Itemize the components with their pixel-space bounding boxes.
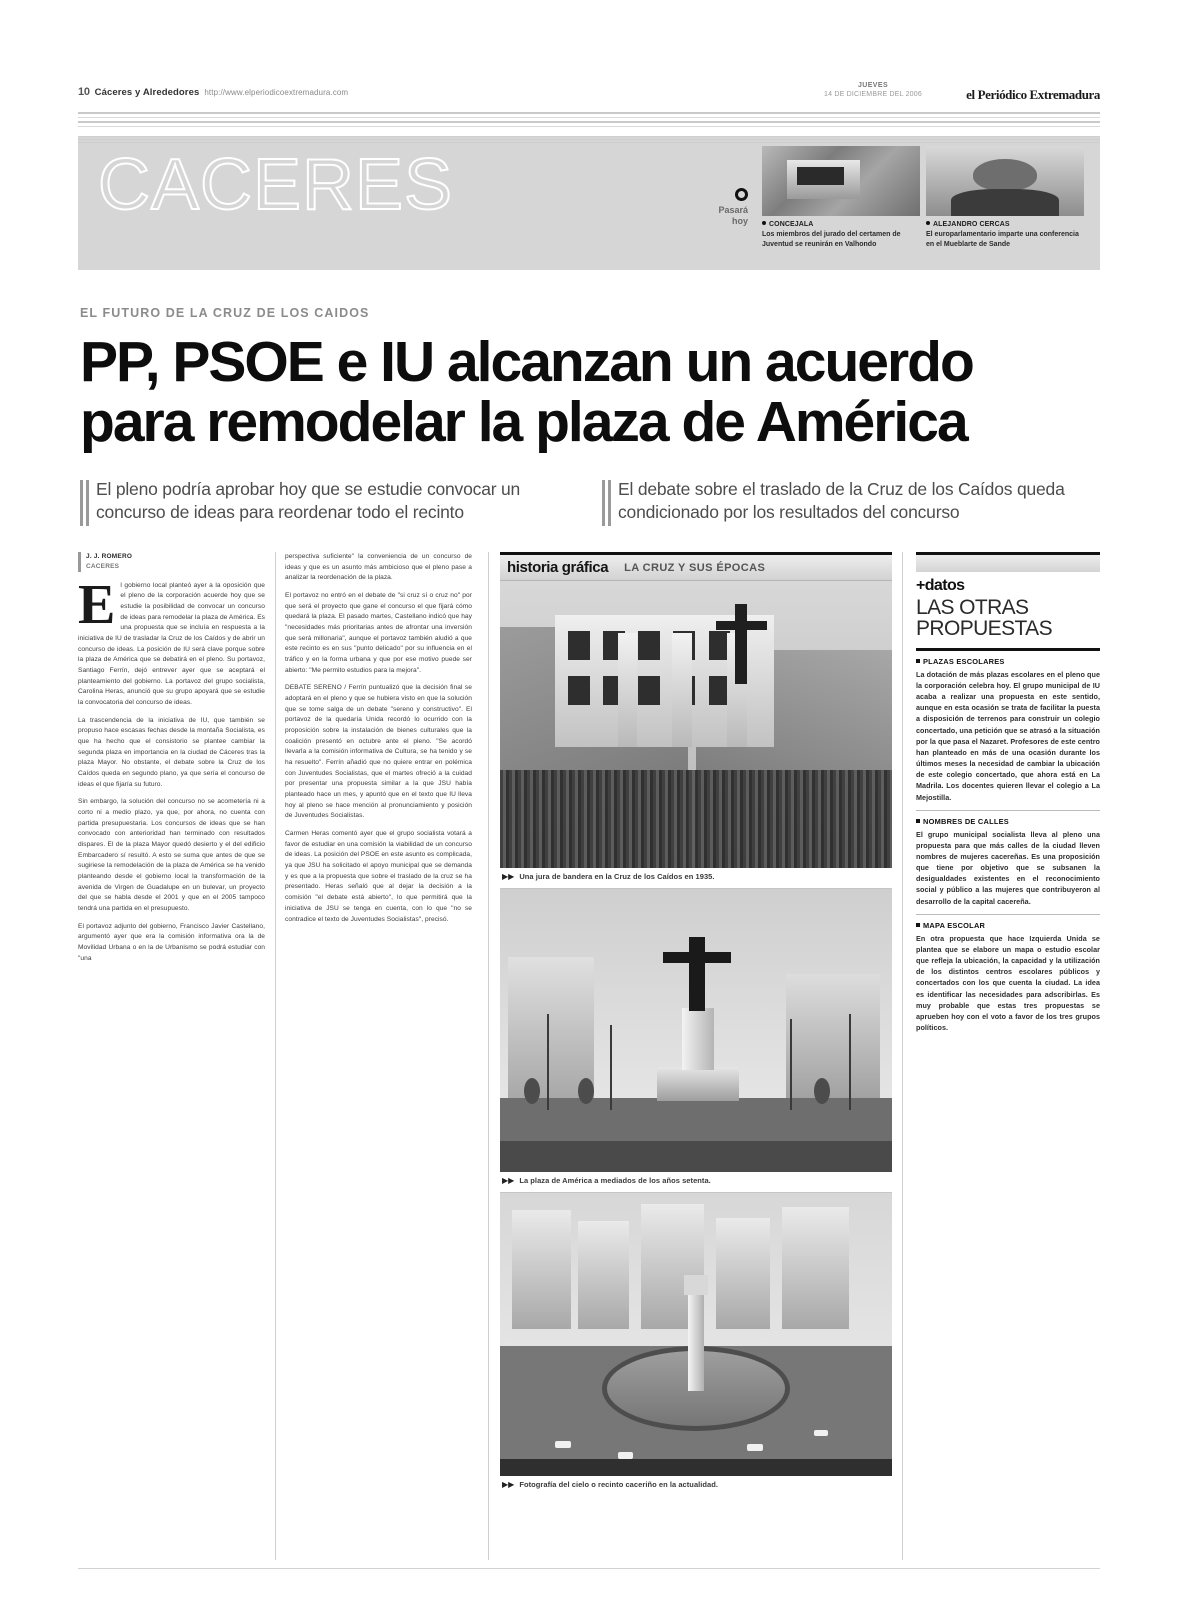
datos-item-heading: MAPA ESCOLAR xyxy=(916,921,1100,930)
page-number: 10 xyxy=(78,86,90,98)
archive-photo-1935 xyxy=(500,581,892,868)
section-banner xyxy=(78,136,1100,270)
rule-line xyxy=(78,121,1100,123)
banner-stripe xyxy=(78,136,1100,143)
teaser-thumbnail-photo xyxy=(762,146,920,216)
article-headline xyxy=(80,332,1100,453)
masthead-brand: el Periódico Extremadura xyxy=(966,87,1100,102)
text-column-2 xyxy=(285,552,472,932)
article-kicker: EL FUTURO DE LA CRUZ DE LOS CAIDOS xyxy=(80,306,370,320)
subheadline-right: El debate sobre el traslado de la Cruz de los Caídos queda condicionado por los resultados del concurso xyxy=(602,478,1102,524)
bullet-dot-icon xyxy=(762,221,766,225)
teaser-item[interactable] xyxy=(762,146,920,264)
datos-kicker: +datos xyxy=(916,577,965,594)
bottom-rule xyxy=(78,1568,1100,1569)
aerial-photo-present xyxy=(500,1193,892,1476)
teaser-item[interactable] xyxy=(926,146,1084,264)
drop-cap: E xyxy=(78,573,116,636)
datos-item-text: En otra propuesta que hace Izquierda Unida se plantea que se elabore un mapa o estudio escolar que refleja la ubicación, la capacidad y la utilización de los distintos centros escolares públicos y concertados con los que cuenta la ciudad. La idea es identificar las necesidades para adscribirlas. Es muy probable que estas tres propuestas se aprueben hoy con el voto a favor de los tres grupos políticos. xyxy=(916,933,1100,1033)
package-subtitle: LA CRUZ Y SUS ÉPOCAS xyxy=(624,561,766,574)
caption-arrow-icon: ▶▶ xyxy=(502,1480,515,1489)
datos-item-heading: PLAZAS ESCOLARES xyxy=(916,657,1100,666)
photo-caption-3: ▶▶ Fotografía del cielo o recinto caceriño en la actualidad. xyxy=(502,1480,719,1489)
datos-band xyxy=(916,555,1100,572)
byline-author: J. J. ROMERO xyxy=(86,553,133,560)
package-title: historia gráfica xyxy=(507,559,609,576)
article-body xyxy=(78,552,1100,1562)
datos-item-heading: NOMBRES DE CALLES xyxy=(916,817,1100,826)
archive-photo-1970s xyxy=(500,889,892,1172)
headline-line-1: PP, PSOE e IU alcanzan un acuerdo xyxy=(80,330,973,394)
section-title: CACERES xyxy=(98,145,454,225)
running-head-left xyxy=(78,86,348,98)
teaser-text: El europarlamentario imparte una conferencia en el Mueblarte de Sande xyxy=(926,231,1079,249)
square-bullet-icon xyxy=(916,659,920,663)
section-label: Cáceres y Alrededores xyxy=(94,87,200,98)
headline-line-2: para remodelar la plaza de América xyxy=(80,390,967,455)
teaser-group xyxy=(762,146,1092,264)
text-column-1 xyxy=(78,552,265,971)
rule-line xyxy=(78,117,1100,118)
photo-caption-1: ▶▶ Una jura de bandera en la Cruz de los Caídos en 1935. xyxy=(500,868,892,889)
header-rules xyxy=(78,112,1100,130)
datos-title: LAS OTRAS PROPUESTAS xyxy=(916,596,1052,641)
circle-marker-icon xyxy=(735,188,748,201)
pasara-hoy-block xyxy=(688,188,748,228)
datos-item xyxy=(916,651,1100,803)
website-url: http://www.elperiodicoextremadura.com xyxy=(204,88,349,97)
column-divider xyxy=(488,552,489,1560)
bullet-dot-icon xyxy=(926,221,930,225)
pasara-label: Pasará hoy xyxy=(718,205,748,227)
column-2-text: perspectiva suficiente" la conveniencia de un concurso de ideas y que es un asunto más ambicioso que el pleno pase a analizar la reordenación de la plaza. El portavoz no entró en el debate de "si cruz sí o cruz no" por que será el proyecto que gane el concurso el que fijará cómo quedará la plaza. El pasado martes, Castellano indicó que hay "necesidades más prioritarias antes de afrontar una inversión que será millonaria", aunque el portavoz también aludió a que este recinto es en sus "punto delicado" por su influencia en el tráfico y en la forma urbana y que por ese motivo puede ser abierto: "Me permito estudios para la mejora". DEBATE SERENO / Ferrín puntualizó que la decisión final se adoptará en el pleno y que se hubiera visto en que la solución que se tome salga de un debate "sereno y constructivo". El portavoz de la quedaría Unida recordó lo ocurrido con la proposición sobre la instalación de bienes culturales que la coalición presentó en octubre ante el pleno. "Se acordó llevarla a la comisión informativa de Cultura, se ha tenido y se ha resuelto". Ferrín añadió que no quiere entrar en polémica con Juventudes Socialistas, que el martes ofreció a la cuidad por presentar una propuesta similar a la que JSU había planteado hace un mes, y apuntó que en el texto que IU lleva hoy al pleno se hace mención al pronunciamiento y posición de Juventudes Socialistas. Carmen Heras comentó ayer que el grupo socialista votará a favor de estudiar en una comisión la viabilidad de un concurso de ideas. La posición del PSOE en este asunto es complicada, ya que JSU ha solicitado el apoyo municipal que se demanda y es que a la propuesta que sobre el traslado de la cruz se ha presentado. Heras señaló que al dejar la decisión a la comisión "el debate está abierto", lo que permitirá que la iniciativa de JSU se tenga en cuenta, con lo que "no se contradice el texto de Juventudes Socialistas", precisó. xyxy=(285,553,472,923)
datos-item xyxy=(916,914,1100,1033)
photo-caption-2: ▶▶ La plaza de América a mediados de los años setenta. xyxy=(500,1172,892,1193)
byline xyxy=(78,552,265,572)
datos-item-text: La dotación de más plazas escolares en el pleno que la corporación celebra hoy. El grupo municipal de IU acaba a realizar una propuesta en este sentido, aunque en esta ocasión se trata de facilitar la puesta a disposición de terrenos para construir un colegio concertado, una petición que se atrasó a la situación por la que pasa el Nazaret. Profesores de este centro han planteado en más de una ocasión durante los últimos meses la necesidad de cambiar la ubicación de este colegio concertado, que ahora está en La Madrila. Los docentes quieren llevar el colegio a La Mejostilla. xyxy=(916,669,1100,802)
teaser-text: Los miembros del jurado del certamen de Juventud se reunirán en Valhondo xyxy=(762,231,901,249)
caption-arrow-icon: ▶▶ xyxy=(502,1176,515,1185)
issue-date xyxy=(758,82,988,98)
subheadline-group xyxy=(80,478,1102,524)
datos-item-text: El grupo municipal socialista lleva al pleno una propuesta para que más calles de la ciudad lleven nombres de mujeres cacereñas. Es una proposición que tiene por objetivo que se subsanen la desigualdades existentes en el reconocimiento social y público a las mujeres que contribuyeron al desarrollo de la capital cacereña. xyxy=(916,829,1100,906)
datos-item xyxy=(916,810,1100,907)
teaser-thumbnail-portrait xyxy=(926,146,1084,216)
full-date-label: 14 DE DICIEMBRE DEL 2006 xyxy=(824,91,922,98)
column-1-text: El gobierno local planteó ayer a la oposición que el pleno de la corporación acuerde hoy que se estudie la posibilidad de convocar un concurso de ideas para remodelar la plaza de América. Es una propuesta que se incluía en respuesta a la iniciativa de IU de trasladar la Cruz de los Caídos y de abrir un concurso de ideas. La posición de IU será clave porque sobre la plaza de América que se debatirá en el pleno. Su portavoz, Santiago Ferrín, dejó entrever ayer que se aceptará el planteamiento del gobierno. La portavoz del grupo socialista, Carolina Heras, anunció que su grupo apoyará que se estudie la convocatoria del concurso de ideas. La trascendencia de la iniciativa de IU, que también se propuso hace escasas fechas desde la montaña Socialista, es que ha hecho que el consistorio se plantee cambiar la segunda plaza en importancia en la ciudad de Cáceres tras la plaza Mayor. No obstante, el debate sobre la Cruz de los Caídos queda en segundo plano, ya que sería el concurso de ideas el que fijaría su futuro. Sin embargo, la solución del concurso no se acometería ni a corto ni a medio plazo, ya que, por ahora, no cuenta con partida presupuestaria. Los concursos de ideas que se han convocado con anterioridad han terminado con resultados dispares. El de la plaza Mayor quedó desierto y el del edificio Embarcadero sí resultó. A esto se suma que antes de que se sugiriese la remodelación de la plaza de América se ha venido planteando desde el gobierno local la transformación de la avenida de Virgen de Guadalupe en un bulevar, un proyecto del que se habla desde el 2001 y que en el 2005 tampoco tendrá una partida en el presupuesto. El portavoz adjunto del gobierno, Francisco Javier Castellano, argumentó ayer que era la comisión informativa ora la de Movilidad Urbana o en la de Urbanismo se podrá estudiar con "una xyxy=(78,573,265,962)
rule-line xyxy=(78,126,1100,127)
byline-place: CACERES xyxy=(86,562,120,570)
running-head xyxy=(78,84,1100,106)
subheadline-left: El pleno podría aprobar hoy que se estudie convocar un concurso de ideas para reordenar todo el recinto xyxy=(80,478,580,524)
rule-line xyxy=(78,112,1100,114)
package-header xyxy=(500,555,892,581)
square-bullet-icon xyxy=(916,819,920,823)
square-bullet-icon xyxy=(916,923,920,927)
teaser-title: CONCEJALA xyxy=(762,221,920,228)
teaser-title: ALEJANDRO CERCAS xyxy=(926,221,1084,228)
caption-arrow-icon: ▶▶ xyxy=(502,872,515,881)
datos-sidebar xyxy=(916,552,1100,1033)
column-divider xyxy=(275,552,276,1560)
weekday-label: JUEVES xyxy=(857,82,889,89)
photo-package xyxy=(500,552,892,1496)
column-divider xyxy=(902,552,903,1560)
